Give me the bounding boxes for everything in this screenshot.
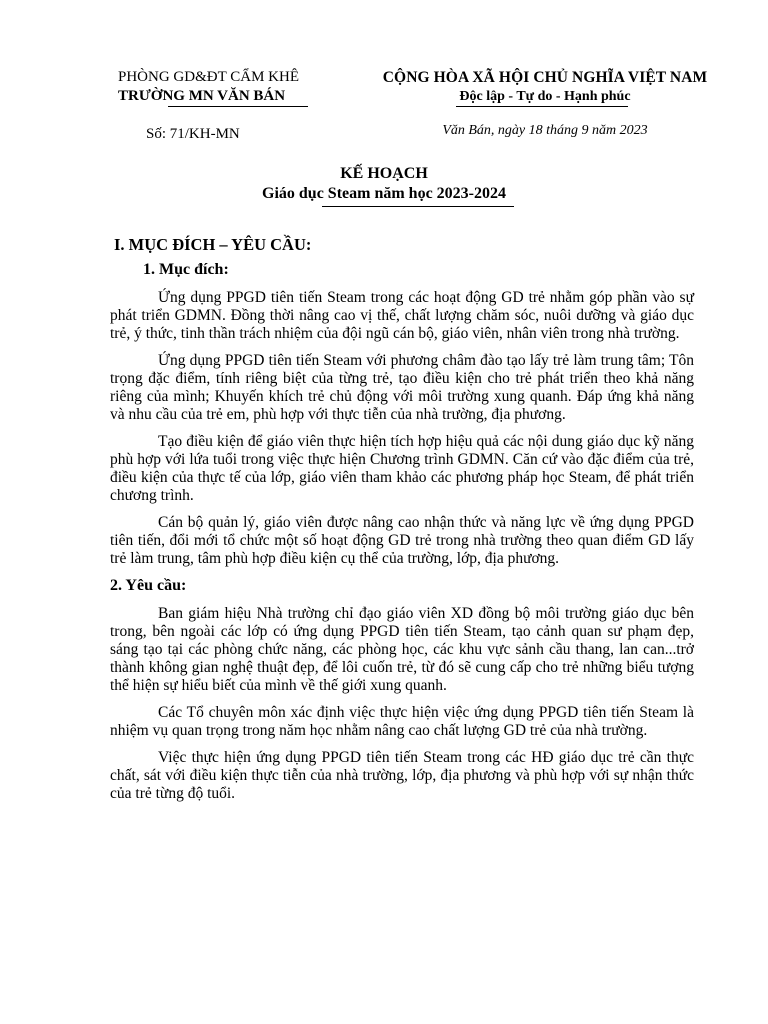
document-number: Số: 71/KH-MN [146, 126, 240, 142]
title-subtitle: Giáo dục Steam năm học 2023-2024 [262, 185, 506, 202]
title-main: KẾ HOẠCH [340, 165, 428, 182]
document-body [110, 236, 694, 812]
paragraph: Ứng dụng PPGD tiên tiến Steam trong các hoạt động GD trẻ nhằm góp phần vào sự phát triển GDMN. Đồng thời nâng cao vị thế, chất lượng chăm sóc, nuôi dưỡng và giáo dục trẻ, ý thức, tinh thần trách nhiệm của đội ngũ cán bộ, giáo viên, nhân viên trong nhà trường. [110, 289, 694, 342]
paragraph: Cán bộ quản lý, giáo viên được nâng cao nhận thức và năng lực về ứng dụng PPGD tiên tiến, đổi mới tổ chức một số hoạt động GD trẻ trong nhà trường theo quan điểm GD lấy trẻ làm trung, tâm phù hợp điều kiện cụ thể của trường, lớp, địa phương. [110, 514, 694, 567]
title-underline [322, 206, 514, 207]
paragraph: Việc thực hiện ứng dụng PPGD tiên tiến Steam trong các HĐ giáo dục trẻ cần thực chất, sát với điều kiện thực tiễn của nhà trường, lớp, địa phương và phù hợp với sự nhận thức của trẻ từng độ tuổi. [110, 749, 694, 802]
paragraph: Các Tổ chuyên môn xác định việc thực hiện việc ứng dụng PPGD tiên tiến Steam là nhiệm vụ quan trọng trong năm học nhằm nâng cao chất lượng GD trẻ của nhà trường. [110, 704, 694, 739]
national-motto: Độc lập - Tự do - Hạnh phúc [459, 89, 631, 104]
school-name: TRƯỜNG MN VĂN BÁN [118, 88, 286, 104]
paragraph: Ứng dụng PPGD tiên tiến Steam với phương châm đào tạo lấy trẻ làm trung tâm; Tôn trọng đặc điểm, tính riêng biệt của từng trẻ, tạo điều kiện cho trẻ phát triển theo khả năng riêng của mình; Khuyến khích trẻ chủ động với môi trường xung quanh. Đáp ứng khả năng và nhu cầu của trẻ em, phù hợp với thực tiễn của nhà trường, địa phương. [110, 352, 694, 423]
national-header [360, 68, 730, 138]
subsection-heading-requirements: 2. Yêu cầu: [110, 577, 187, 594]
nation-title: CỘNG HÒA XÃ HỘI CHỦ NGHĨA VIỆT NAM [382, 69, 708, 86]
issuing-organization [118, 68, 348, 142]
subsection-heading-purpose: 1. Mục đích: [143, 261, 229, 278]
school-name-underline [168, 106, 308, 107]
department-name: PHÒNG GD&ĐT CẨM KHÊ [118, 69, 299, 85]
place-and-date: Văn Bán, ngày 18 tháng 9 năm 2023 [442, 123, 648, 138]
motto-underline [456, 106, 628, 107]
document-title [0, 164, 768, 204]
paragraph: Ban giám hiệu Nhà trường chỉ đạo giáo viên XD đồng bộ môi trường giáo dục bên trong, bên ngoài các lớp có ứng dụng PPGD tiên tiến Steam, tạo cảnh quan sư phạm đẹp, sáng tạo tại các phòng chức năng, các phòng học, các khu vực sảnh cầu thang, lan can...trở thành không gian nghệ thuật đẹp, để lôi cuốn trẻ, từ đó sẽ cung cấp cho trẻ những biểu tượng thể hiện sự hiểu biết của mình về thế giới xung quanh. [110, 605, 694, 694]
paragraph: Tạo điều kiện để giáo viên thực hiện tích hợp hiệu quả các nội dung giáo dục kỹ năng phù hợp với lứa tuổi trong việc thực hiện Chương trình GDMN. Căn cứ vào đặc điểm của trẻ, điều kiện của thực tế của lớp, giáo viên tham khảo các phương pháp học Steam, để phát triển chương trình. [110, 433, 694, 504]
section-heading: I. MỤC ĐÍCH – YÊU CẦU: [114, 235, 312, 254]
